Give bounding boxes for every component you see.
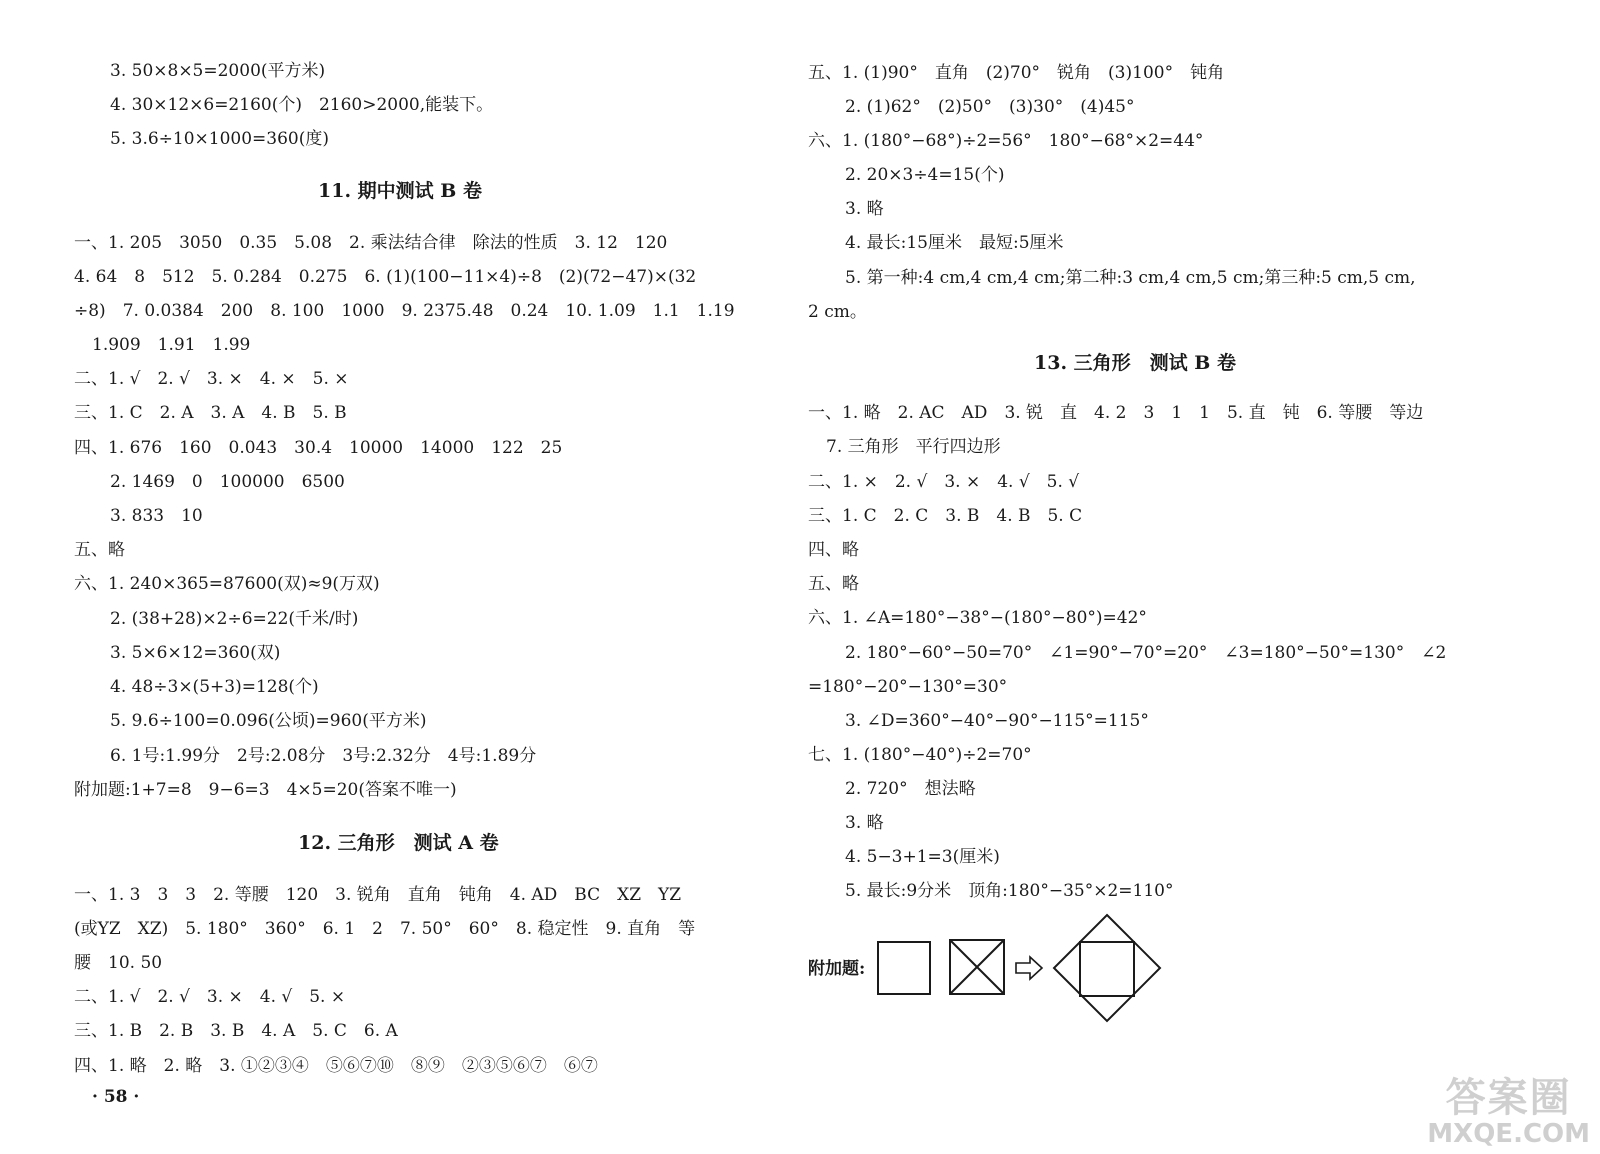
answer-line: 五、略 xyxy=(74,540,125,560)
answer-line: 5. 第一种:4 cm,4 cm,4 cm;第二种:3 cm,4 cm,5 cm;第三种:5 cm,5 cm, xyxy=(845,268,1416,288)
answer-line: 5. 最长:9分米 顶角:180°−35°×2=110° xyxy=(845,881,1174,901)
answer-line: (或YZ XZ) 5. 180° 360° 6. 1 2 7. 50° 60° 8. 稳定性 9. 直角 等 xyxy=(74,919,696,939)
extra-question-label: 附加题: xyxy=(808,959,866,979)
answer-line: 4. 5−3+1=3(厘米) xyxy=(845,847,1000,867)
answer-line: 六、1. 240×365=87600(双)≈9(万双) xyxy=(74,574,380,594)
answer-line: 一、1. 略 2. AC AD 3. 锐 直 4. 2 3 1 1 5. 直 钝 6. 等腰 等边 xyxy=(808,403,1424,423)
answer-line: 4. 64 8 512 5. 0.284 0.275 6. (1)(100−11×4)÷8 (2)(72−47)×(32 xyxy=(74,267,697,287)
answer-line: 2 cm。 xyxy=(808,302,867,322)
diamond xyxy=(1054,915,1160,1021)
answer-line: 五、略 xyxy=(808,574,859,594)
watermark xyxy=(1427,1076,1590,1148)
answer-line: 四、1. 略 2. 略 3. ①②③④ ⑤⑥⑦⑩ ⑧⑨ ②③⑤⑥⑦ ⑥⑦ xyxy=(74,1056,598,1076)
answer-line: 五、1. (1)90° 直角 (2)70° 锐角 (3)100° 钝角 xyxy=(808,63,1225,83)
answer-line: 3. 833 10 xyxy=(110,506,203,526)
answer-line: 5. 3.6÷10×1000=360(度) xyxy=(110,129,329,149)
answer-line: 三、1. B 2. B 3. B 4. A 5. C 6. A xyxy=(74,1021,398,1041)
answer-line: 2. 720° 想法略 xyxy=(845,779,976,799)
plain-square xyxy=(878,942,930,994)
answer-line: 2. 180°−60°−50=70° ∠1=90°−70°=20° ∠3=180°−50°=130° ∠2 xyxy=(845,643,1447,663)
answer-line: 2. (38+28)×2÷6=22(千米/时) xyxy=(110,609,359,629)
answer-line: 二、1. √ 2. √ 3. × 4. √ 5. × xyxy=(74,987,346,1007)
answer-line: 一、1. 3 3 3 2. 等腰 120 3. 锐角 直角 钝角 4. AD BC XZ YZ xyxy=(74,885,682,905)
answer-line: 3. 50×8×5=2000(平方米) xyxy=(110,61,326,81)
answer-line: 二、1. × 2. √ 3. × 4. √ 5. √ xyxy=(808,472,1080,492)
answer-line: 3. ∠D=360°−40°−90°−115°=115° xyxy=(845,711,1149,731)
answer-line: 7. 三角形 平行四边形 xyxy=(826,437,1001,457)
inner-square xyxy=(1080,942,1134,996)
answer-line: 六、1. (180°−68°)÷2=56° 180°−68°×2=44° xyxy=(808,131,1204,151)
answer-line: 4. 最长:15厘米 最短:5厘米 xyxy=(845,233,1064,253)
section-title-12: 12. 三角形 测试 A 卷 xyxy=(298,832,499,854)
section-title-13: 13. 三角形 测试 B 卷 xyxy=(1034,352,1236,374)
answer-line: ÷8) 7. 0.0384 200 8. 100 1000 9. 2375.48 0.24 10. 1.09 1.1 1.19 xyxy=(74,301,735,321)
answer-line: 四、1. 676 160 0.043 30.4 10000 14000 122 25 xyxy=(74,438,563,458)
answer-line: 附加题:1+7=8 9−6=3 4×5=20(答案不唯一) xyxy=(74,780,457,800)
answer-line: 4. 48÷3×(5+3)=128(个) xyxy=(110,677,319,697)
answer-line: 2. 1469 0 100000 6500 xyxy=(110,472,345,492)
answer-line: 一、1. 205 3050 0.35 5.08 2. 乘法结合律 除法的性质 3. 12 120 xyxy=(74,233,668,253)
answer-line: 3. 5×6×12=360(双) xyxy=(110,643,281,663)
watermark-logo-text: 答案圈 xyxy=(1445,1075,1572,1121)
answer-line: 腰 10. 50 xyxy=(74,953,163,973)
answer-line: 2. (1)62° (2)50° (3)30° (4)45° xyxy=(845,97,1135,117)
arrow-right-icon xyxy=(1016,957,1042,979)
answer-line: 3. 略 xyxy=(845,813,884,833)
answer-line: 七、1. (180°−40°)÷2=70° xyxy=(808,745,1032,765)
answer-line: 5. 9.6÷100=0.096(公顷)=960(平方米) xyxy=(110,711,427,731)
page-number: · 58 · xyxy=(92,1087,140,1107)
answer-line: 六、1. ∠A=180°−38°−(180°−80°)=42° xyxy=(808,608,1147,628)
answer-line: 二、1. √ 2. √ 3. × 4. × 5. × xyxy=(74,369,349,389)
geometry-figure xyxy=(870,910,1170,1030)
answer-line: 2. 20×3÷4=15(个) xyxy=(845,165,1005,185)
answer-line: =180°−20°−130°=30° xyxy=(808,677,1008,697)
answer-line: 三、1. C 2. A 3. A 4. B 5. B xyxy=(74,403,347,423)
answer-line: 三、1. C 2. C 3. B 4. B 5. C xyxy=(808,506,1083,526)
watermark-url: MXQE.COM xyxy=(1427,1119,1590,1149)
answer-line: 四、略 xyxy=(808,540,859,560)
section-title-11: 11. 期中测试 B 卷 xyxy=(318,180,482,202)
answer-line: 1.909 1.91 1.99 xyxy=(92,335,251,355)
answer-line: 3. 略 xyxy=(845,199,884,219)
answer-line: 4. 30×12×6=2160(个) 2160>2000,能装下。 xyxy=(110,95,494,115)
answer-line: 6. 1号:1.99分 2号:2.08分 3号:2.32分 4号:1.89分 xyxy=(110,746,537,766)
